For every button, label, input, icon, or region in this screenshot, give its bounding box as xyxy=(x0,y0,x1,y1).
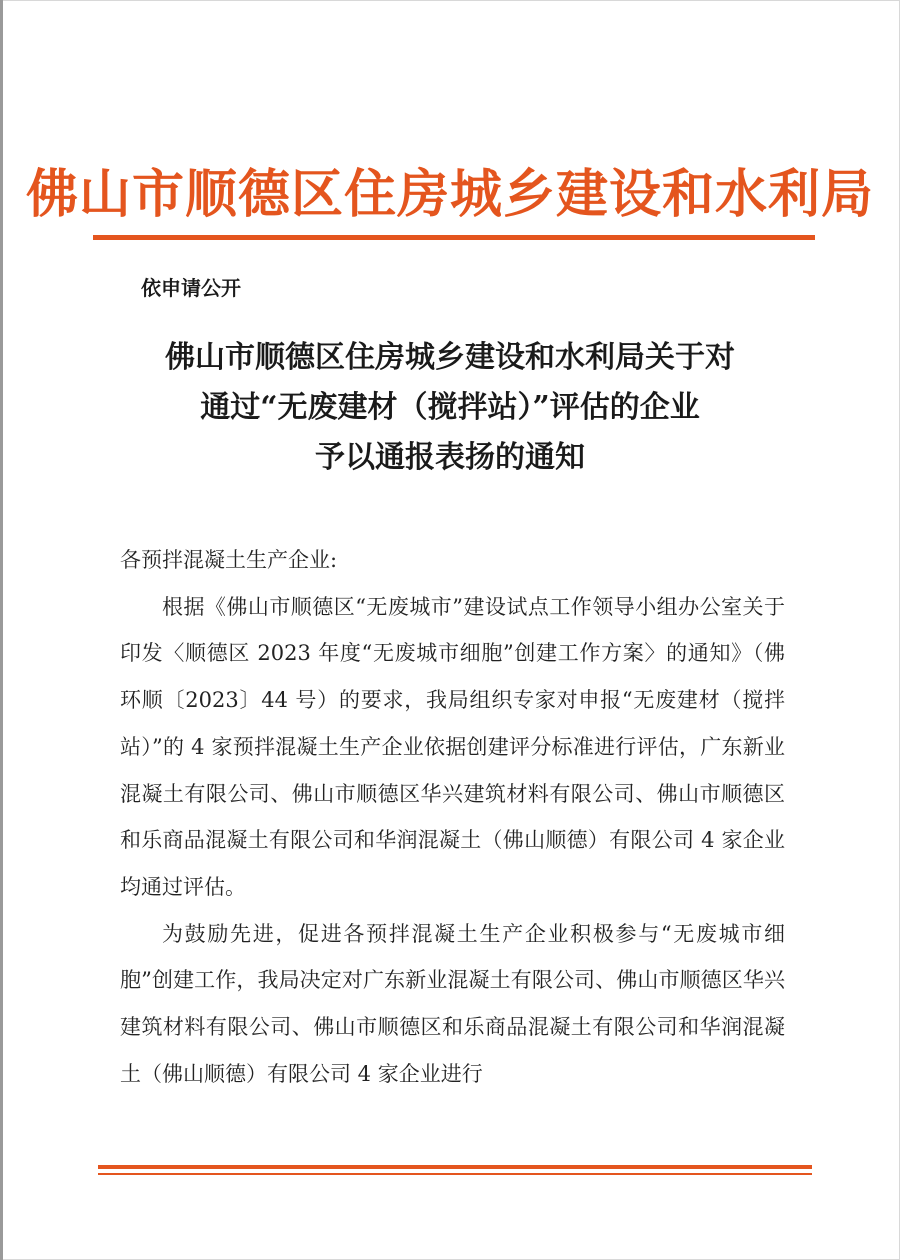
salutation: 各预拌混凝土生产企业: xyxy=(120,548,338,572)
paragraph-2: 为鼓励先进，促进各预拌混凝土生产企业积极参与“无废城市细胞”创建工作，我局决定对广东新业混凝土有限公司、佛山市顺德区华兴建筑材料有限公司、佛山市顺德区和乐商品混凝土有限公司和华润混凝土（佛山顺德）有限公司 4 家企业进行 xyxy=(120,921,785,1086)
disclosure-label: 依申请公开 xyxy=(141,276,241,300)
document-body xyxy=(120,537,785,1097)
title-line-2: 通过“无废建材（搅拌站）”评估的企业 xyxy=(200,390,700,425)
title-line-3: 予以通报表扬的通知 xyxy=(315,440,585,475)
footer-red-rule-thick xyxy=(98,1165,812,1169)
masthead-org-name: 佛山市顺德区住房城乡建设和水利局 xyxy=(25,164,874,225)
document-title xyxy=(0,333,900,483)
paragraph-1: 根据《佛山市顺德区“无废城市”建设试点工作领导小组办公室关于印发〈顺德区 2023 年度“无废城市细胞”创建工作方案〉的通知》（佛环顺〔2023〕44 号）的要求，我局组织专家对申报“无废建材（搅拌站）”的 4 家预拌混凝土生产企业依据创建评分标准进行评估，广东新业混凝土有限公司、佛山市顺德区华兴建筑材料有限公司、佛山市顺德区和乐商品混凝土有限公司和华润混凝土（佛山顺德）有限公司 4 家企业均通过评估。 xyxy=(120,594,785,899)
masthead-red-rule xyxy=(93,235,815,240)
title-line-1: 佛山市顺德区住房城乡建设和水利局关于对 xyxy=(165,340,735,375)
footer-red-rule-thin xyxy=(98,1173,812,1175)
